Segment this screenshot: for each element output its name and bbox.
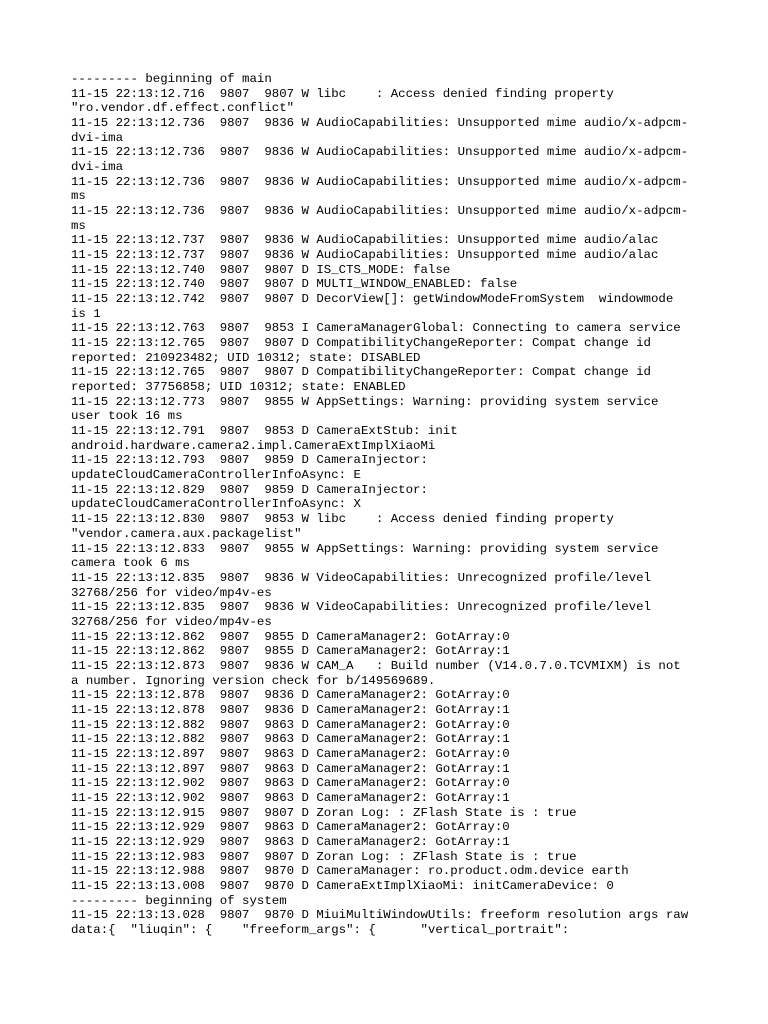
log-line: --------- beginning of main	[71, 72, 272, 86]
log-line: 11-15 22:13:12.765 9807 9807 D CompatibilityChangeReporter: Compat change id	[71, 365, 651, 380]
log-line: 11-15 22:13:12.736 9807 9836 W AudioCapabilities: Unsupported mime audio/x-adpcm-	[71, 204, 689, 219]
log-line: 11-15 22:13:12.897 9807 9863 D CameraManager2: GotArray:0	[71, 746, 510, 761]
log-line: "ro.vendor.df.effect.conflict"	[71, 101, 295, 116]
log-line: reported: 37756858; UID 10312; state: ENABLED	[71, 380, 406, 395]
log-line: updateCloudCameraControllerInfoAsync: E	[71, 468, 361, 483]
log-line: ms	[71, 218, 86, 233]
log-line: 11-15 22:13:12.988 9807 9870 D CameraManager: ro.product.odm.device earth	[71, 864, 629, 879]
log-text	[71, 72, 711, 938]
log-line: 11-15 22:13:12.833 9807 9855 W AppSettings: Warning: providing system service	[71, 541, 659, 556]
log-line: 11-15 22:13:12.983 9807 9807 D Zoran Log: : ZFlash State is : true	[71, 849, 577, 864]
log-line: 11-15 22:13:12.763 9807 9853 I CameraManagerGlobal: Connecting to camera service	[71, 321, 681, 336]
log-line: 11-15 22:13:12.882 9807 9863 D CameraManager2: GotArray:1	[71, 732, 510, 747]
log-line: 11-15 22:13:12.737 9807 9836 W AudioCapabilities: Unsupported mime audio/alac	[71, 248, 659, 263]
log-line: dvi-ima	[71, 160, 124, 175]
log-line: dvi-ima	[71, 130, 124, 145]
log-line: 11-15 22:13:12.902 9807 9863 D CameraManager2: GotArray:0	[71, 776, 510, 791]
log-line: 11-15 22:13:12.773 9807 9855 W AppSettings: Warning: providing system service	[71, 394, 659, 409]
log-line: 11-15 22:13:12.915 9807 9807 D Zoran Log: : ZFlash State is : true	[71, 805, 577, 820]
log-line: 11-15 22:13:13.028 9807 9870 D MiuiMultiWindowUtils: freeform resolution args raw	[71, 908, 689, 923]
log-line: 11-15 22:13:12.740 9807 9807 D MULTI_WINDOW_ENABLED: false	[71, 277, 518, 292]
log-line: user took 16 ms	[71, 409, 183, 424]
log-line: 11-15 22:13:12.862 9807 9855 D CameraManager2: GotArray:1	[71, 644, 510, 659]
log-line: 11-15 22:13:12.835 9807 9836 W VideoCapabilities: Unrecognized profile/level	[71, 600, 651, 615]
log-line: 11-15 22:13:12.873 9807 9836 W CAM_A : Build number (V14.0.7.0.TCVMIXM) is not	[71, 658, 681, 673]
log-line: 32768/256 for video/mp4v-es	[71, 614, 272, 629]
log-line: 11-15 22:13:12.736 9807 9836 W AudioCapabilities: Unsupported mime audio/x-adpcm-	[71, 145, 689, 160]
log-line: 11-15 22:13:12.929 9807 9863 D CameraManager2: GotArray:0	[71, 820, 510, 835]
log-line: 11-15 22:13:12.791 9807 9853 D CameraExtStub: init	[71, 424, 458, 439]
log-line: 32768/256 for video/mp4v-es	[71, 585, 272, 600]
log-line: data:{ "liuqin": { "freeform_args": { "vertical_portrait":	[71, 922, 570, 937]
log-line: 11-15 22:13:12.742 9807 9807 D DecorView[]: getWindowModeFromSystem windowmode	[71, 292, 674, 307]
log-line: 11-15 22:13:12.829 9807 9859 D CameraInjector:	[71, 482, 428, 497]
log-line: 11-15 22:13:12.835 9807 9836 W VideoCapabilities: Unrecognized profile/level	[71, 570, 651, 585]
log-line: 11-15 22:13:12.740 9807 9807 D IS_CTS_MODE: false	[71, 262, 451, 277]
log-line: 11-15 22:13:12.830 9807 9853 W libc : Access denied finding property	[71, 512, 614, 527]
log-line: camera took 6 ms	[71, 556, 190, 571]
log-line: "vendor.camera.aux.packagelist"	[71, 526, 302, 541]
log-line: 11-15 22:13:12.878 9807 9836 D CameraManager2: GotArray:1	[71, 702, 510, 717]
log-line: 11-15 22:13:12.716 9807 9807 W libc : Access denied finding property	[71, 86, 614, 101]
log-line: reported: 210923482; UID 10312; state: DISABLED	[71, 350, 421, 365]
log-line: 11-15 22:13:12.929 9807 9863 D CameraManager2: GotArray:1	[71, 834, 510, 849]
log-line: 11-15 22:13:12.897 9807 9863 D CameraManager2: GotArray:1	[71, 761, 510, 776]
log-line: is 1	[71, 306, 101, 321]
log-line: 11-15 22:13:12.902 9807 9863 D CameraManager2: GotArray:1	[71, 790, 510, 805]
log-line: 11-15 22:13:12.793 9807 9859 D CameraInjector:	[71, 453, 428, 468]
log-line: ms	[71, 189, 86, 204]
log-line: 11-15 22:13:12.736 9807 9836 W AudioCapabilities: Unsupported mime audio/x-adpcm-	[71, 116, 689, 131]
log-line: 11-15 22:13:12.736 9807 9836 W AudioCapabilities: Unsupported mime audio/x-adpcm-	[71, 174, 689, 189]
log-line: 11-15 22:13:12.878 9807 9836 D CameraManager2: GotArray:0	[71, 688, 510, 703]
log-line: 11-15 22:13:12.737 9807 9836 W AudioCapabilities: Unsupported mime audio/alac	[71, 233, 659, 248]
log-line: a number. Ignoring version check for b/149569689.	[71, 673, 436, 688]
log-line: 11-15 22:13:12.765 9807 9807 D CompatibilityChangeReporter: Compat change id	[71, 336, 651, 351]
log-line: 11-15 22:13:12.882 9807 9863 D CameraManager2: GotArray:0	[71, 717, 510, 732]
log-line: android.hardware.camera2.impl.CameraExtImplXiaoMi	[71, 438, 436, 453]
log-line: 11-15 22:13:12.862 9807 9855 D CameraManager2: GotArray:0	[71, 629, 510, 644]
log-line: 11-15 22:13:13.008 9807 9870 D CameraExtImplXiaoMi: initCameraDevice: 0	[71, 878, 614, 893]
log-line: --------- beginning of system	[71, 893, 287, 908]
log-line: updateCloudCameraControllerInfoAsync: X	[71, 497, 361, 512]
